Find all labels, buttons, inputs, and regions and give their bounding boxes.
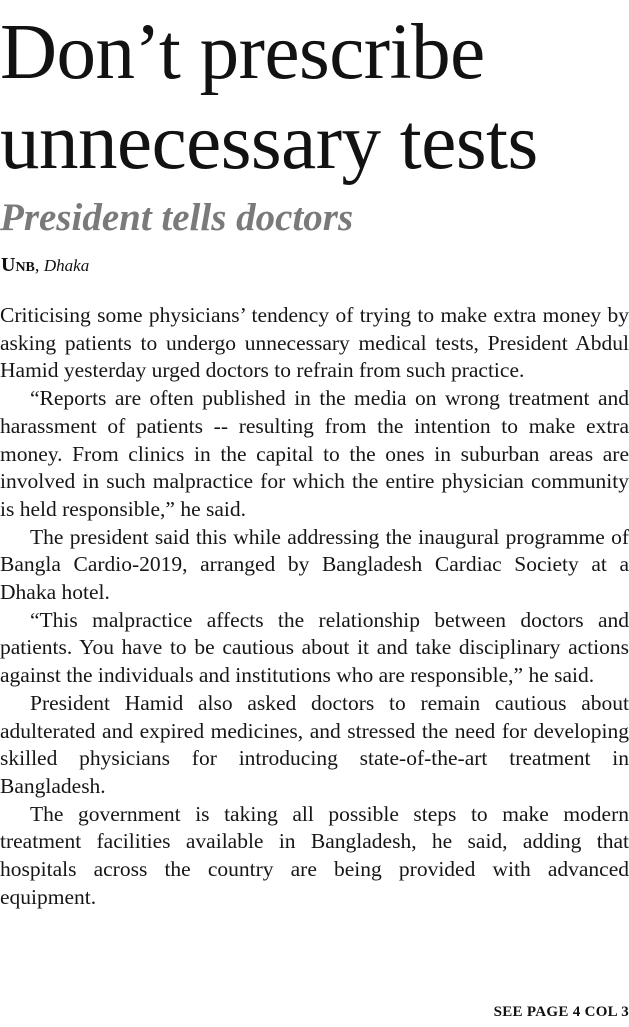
headline-line-1: Don’t prescribe [0, 9, 485, 96]
article-paragraph-4: “This malpractice affects the relationship between doctors and patients. You have to be cautious about it and take disciplinary actions against the individuals and institutions who are responsible,” he said. [0, 607, 629, 688]
byline-place: Dhaka [43, 256, 90, 275]
article-paragraph-2: “Reports are often published in the media on wrong treatment and harassment of patients -- resulting from the intention to make extra money. From clinics in the capital to the ones in suburban areas are involved in such malpractice for which the entire physician community is held responsible,” he said. [0, 386, 629, 521]
article-paragraph-1: Criticising some physicians’ tendency of trying to make extra money by asking patients to undergo unnecessary medical tests, President Abdul Hamid yesterday urged doctors to refrain from such practice. [0, 303, 629, 383]
headline [0, 8, 629, 188]
headline-line-2: unnecessary tests [0, 99, 538, 186]
article-body [0, 302, 629, 911]
byline-separator: , [34, 255, 40, 275]
byline [1, 253, 89, 278]
subheadline: President tells doctors [0, 196, 354, 239]
article-paragraph-6: The government is taking all possible steps to make modern treatment facilities available in Bangladesh, he said, adding that hospitals across the country are being provided with advanced equipment. [0, 801, 629, 909]
byline-agency: Unb [1, 254, 35, 276]
article-paragraph-3: The president said this while addressing the inaugural programme of Bangla Cardio-2019, arranged by Bangladesh Cardiac Society at a Dhaka hotel. [0, 524, 629, 605]
article-paragraph-5: President Hamid also asked doctors to remain cautious about adulterated and expired medicines, and stressed the need for developing skilled physicians for introducing state-of-the-art treatment in Bangladesh. [0, 690, 629, 798]
continuation-note: SEE PAGE 4 COL 3 [493, 1004, 629, 1020]
